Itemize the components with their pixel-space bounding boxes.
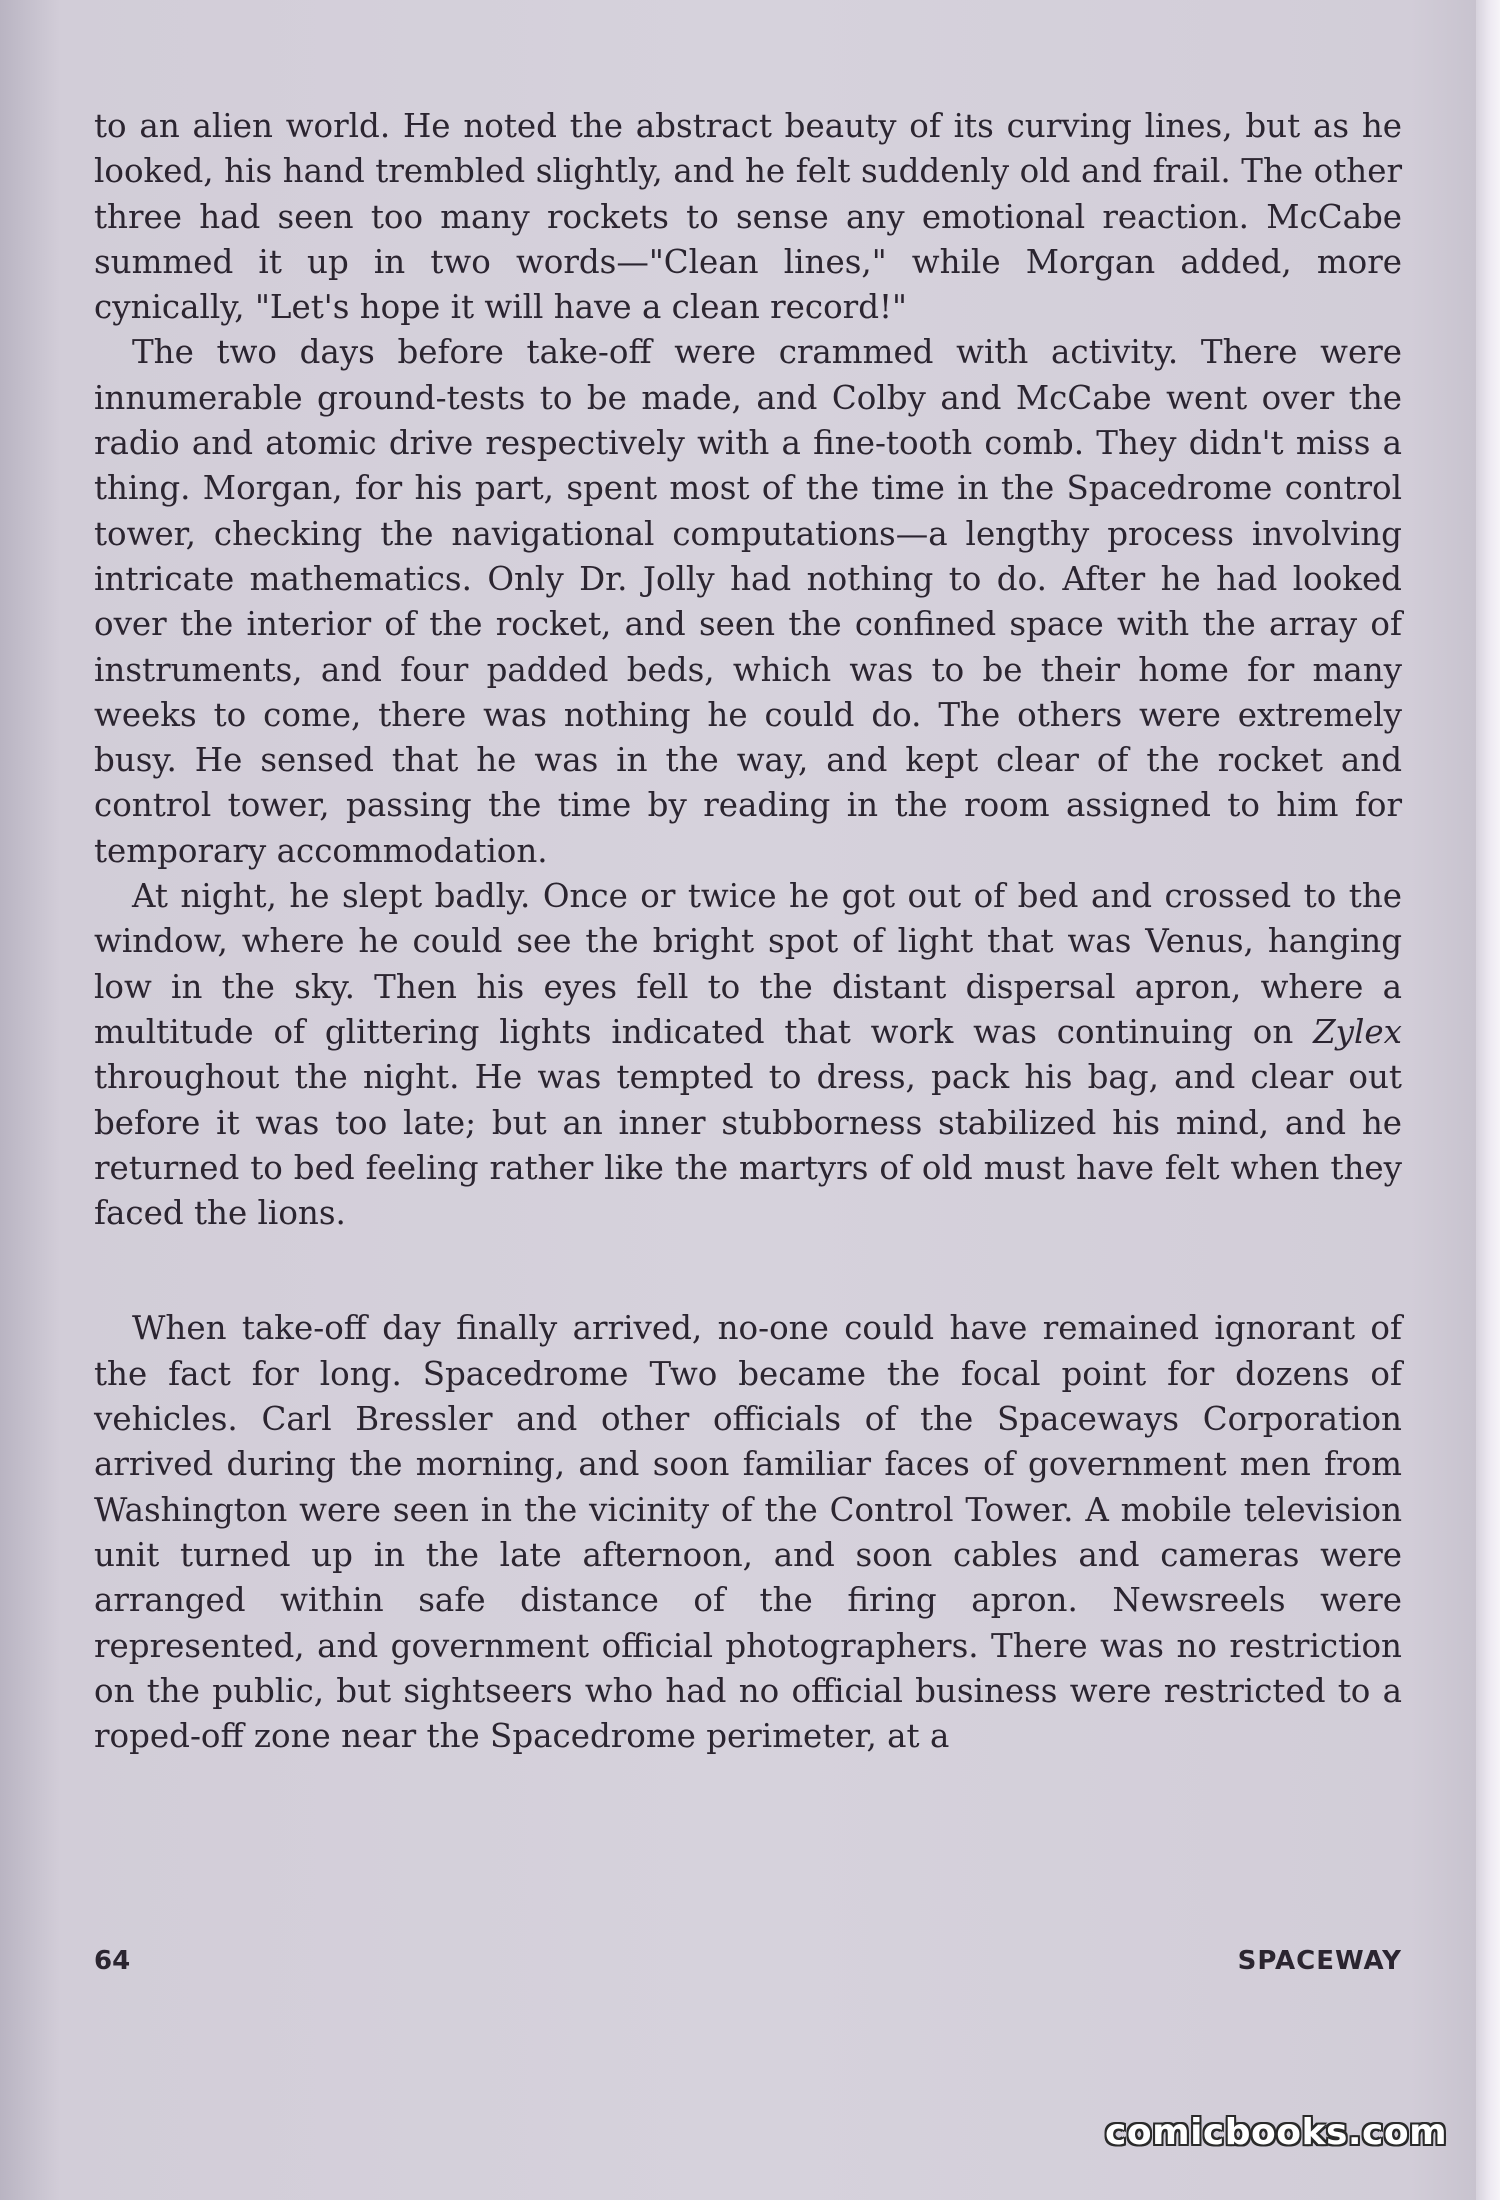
- body-text: [94, 104, 1402, 1759]
- running-title: SPACEWAY: [1237, 1946, 1402, 1976]
- paragraph-2: The two days before take-off were crammed with activity. There were innumerable ground-tests to be made, and Colby and McCabe went over the radio and atomic drive respectively with a fine-tooth comb. They didn't miss a thing. Morgan, for his part, spent most of the time in the Spacedrome control tower, checking the navigational computations—a lengthy process involving intricate mathematics. Only Dr. Jolly had nothing to do. After he had looked over the interior of the rocket, and seen the confined space with the array of instruments, and four padded beds, which was to be their home for many weeks to come, there was nothing he could do. The others were extremely busy. He sensed that he was in the way, and kept clear of the rocket and control tower, passing the time by reading in the room assigned to him for temporary accommodation.: [94, 333, 1402, 870]
- paragraph-1: to an alien world. He noted the abstract beauty of its curving lines, but as he looked, his hand trembled slightly, and he felt suddenly old and frail. The other three had seen too many rockets to sense any emotional reaction. McCabe summed it up in two words—"Clean lines," while Morgan added, more cynically, "Let's hope it will have a clean record!": [94, 107, 1402, 327]
- paragraph-4: When take-off day finally arrived, no-one could have remained ignorant of the fact for long. Spacedrome Two became the focal point for dozens of vehicles. Carl Bressler and other officials of the Spaceways Corporation arrived during the morning, and soon familiar faces of government men from Washington were seen in the vicinity of the Control Tower. A mobile television unit turned up in the late afternoon, and soon cables and cameras were arranged within safe distance of the firing apron. Newsreels were represented, and government official photographers. There was no restriction on the public, but sightseers who had no official business were restricted to a roped-off zone near the Spacedrome perimeter, at a: [94, 1309, 1402, 1756]
- paragraph-3-text-end: throughout the night. He was tempted to dress, pack his bag, and clear out before it was too late; but an inner stubborness stabilized his mind, and he returned to bed feeling rather like the martyrs of old must have felt when they faced the lions.: [94, 1058, 1402, 1233]
- paragraph-3: [94, 874, 1402, 1236]
- section-break: [94, 1236, 1402, 1306]
- site-watermark: comicbooks.com: [1105, 2112, 1448, 2153]
- paragraph-3-text-start: At night, he slept badly. Once or twice he got out of bed and crossed to the window, where he could see the bright spot of light that was Venus, hanging low in the sky. Then his eyes fell to the distant dispersal apron, where a multitude of glittering lights indicated that work was continuing on: [94, 877, 1402, 1051]
- ship-name: Zylex: [1313, 1012, 1402, 1051]
- page-number: 64: [94, 1946, 131, 1976]
- page-edge: [1476, 0, 1500, 2200]
